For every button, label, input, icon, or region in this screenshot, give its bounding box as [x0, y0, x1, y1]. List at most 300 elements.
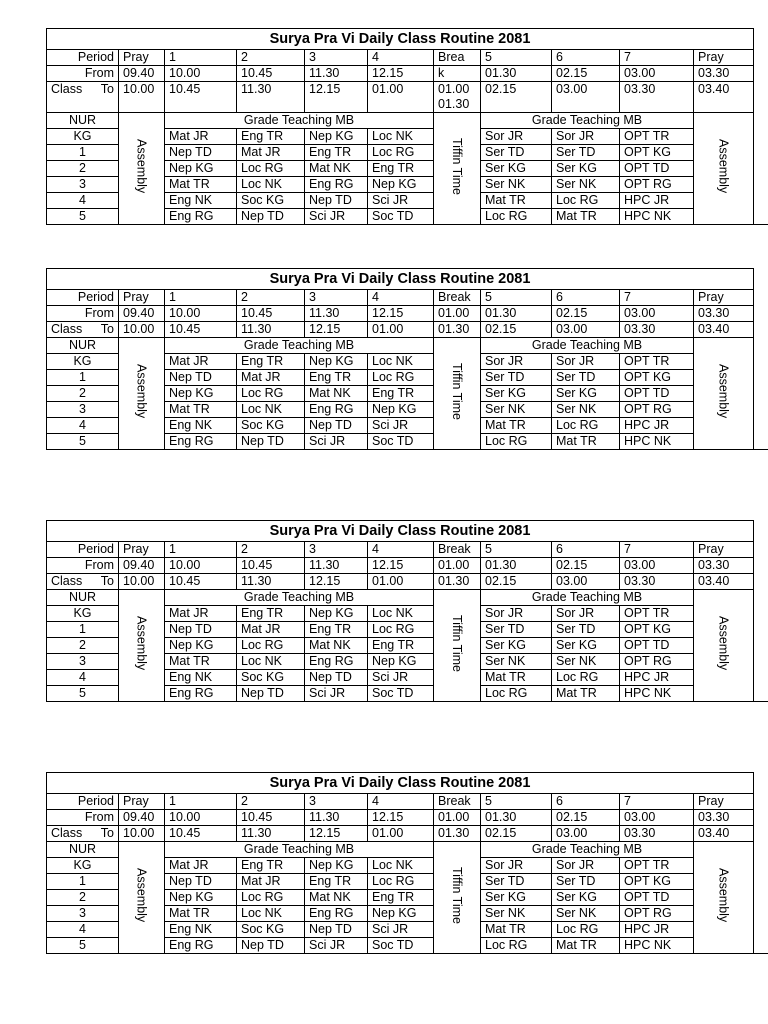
subject-cell: OPT KG	[620, 145, 694, 161]
pray-from-time: 03.30	[694, 810, 754, 826]
subject-cell: Eng TR	[237, 858, 305, 874]
assembly-cell	[694, 590, 754, 702]
class-name: 5	[47, 938, 119, 954]
subject-cell: Ser TD	[552, 370, 620, 386]
subject-cell: Loc RG	[237, 890, 305, 906]
subject-cell: HPC JR	[620, 193, 694, 209]
subject-cell: Ser KG	[552, 890, 620, 906]
subject-cell: Sci JR	[368, 418, 434, 434]
subject-cell: OPT TD	[620, 161, 694, 177]
class-name: 3	[47, 177, 119, 193]
subject-cell: Mat JR	[165, 606, 237, 622]
subject-cell: Ser NK	[481, 654, 552, 670]
subject-cell: Loc RG	[481, 938, 552, 954]
class-label: Class	[51, 322, 83, 336]
subject-cell: OPT TR	[620, 129, 694, 145]
subject-cell: Loc NK	[237, 177, 305, 193]
subject-cell: Eng NK	[165, 193, 237, 209]
subject-cell: Soc TD	[368, 686, 434, 702]
subject-cell: Eng NK	[165, 418, 237, 434]
from-time: 10.45	[237, 810, 305, 826]
subject-cell: Mat TR	[165, 654, 237, 670]
subject-cell: Ser NK	[481, 906, 552, 922]
class-name: 1	[47, 145, 119, 161]
subject-cell: Nep KG	[165, 890, 237, 906]
to-time: 12.15	[305, 322, 368, 338]
class-name: 3	[47, 402, 119, 418]
pray-to-time: 03.40	[694, 574, 754, 590]
from-time: 02.15	[552, 66, 620, 82]
subject-cell: Mat TR	[481, 922, 552, 938]
break-to-time: 01.30	[434, 826, 481, 842]
subject-cell: Eng RG	[165, 686, 237, 702]
break-from-time: k	[434, 66, 481, 82]
to-time: 03.30	[620, 82, 694, 113]
from-label: From	[47, 810, 119, 826]
period-number: 4	[368, 290, 434, 306]
subject-cell: Loc NK	[368, 858, 434, 874]
subject-cell: Ser KG	[481, 890, 552, 906]
class-name: NUR	[47, 590, 119, 606]
subject-cell: Ser TD	[552, 622, 620, 638]
break-from-time: 01.00	[434, 558, 481, 574]
from-time: 03.00	[620, 810, 694, 826]
subject-cell: Sor JR	[552, 129, 620, 145]
subject-cell: Ser KG	[552, 161, 620, 177]
routine-title: Surya Pra Vi Daily Class Routine 2081	[47, 773, 754, 794]
break-label: Break	[434, 542, 481, 558]
to-time: 02.15	[481, 322, 552, 338]
subject-cell: Ser TD	[481, 622, 552, 638]
subject-cell: Loc NK	[237, 906, 305, 922]
subject-cell: Eng RG	[305, 177, 368, 193]
subject-cell: OPT TD	[620, 890, 694, 906]
to-label: To	[100, 82, 114, 96]
pray-from-time: 09.40	[119, 66, 165, 82]
pray-from-time: 03.30	[694, 558, 754, 574]
subject-cell: OPT RG	[620, 402, 694, 418]
class-routine-table	[46, 268, 754, 450]
subject-cell: Eng TR	[368, 890, 434, 906]
subject-cell: Eng TR	[305, 145, 368, 161]
subject-cell: Nep TD	[237, 209, 305, 225]
subject-cell: OPT TD	[620, 386, 694, 402]
subject-cell: Nep TD	[165, 145, 237, 161]
subject-cell: Loc RG	[481, 209, 552, 225]
class-name: 3	[47, 906, 119, 922]
subject-cell: Nep KG	[165, 161, 237, 177]
subject-cell: Loc RG	[368, 370, 434, 386]
subject-cell: Nep KG	[305, 354, 368, 370]
period-number: 3	[305, 542, 368, 558]
subject-cell: Nep KG	[368, 654, 434, 670]
break-label: Break	[434, 290, 481, 306]
bottom-line	[738, 701, 768, 702]
class-name: 5	[47, 209, 119, 225]
class-name: 2	[47, 890, 119, 906]
assembly-text: Assembly	[716, 139, 731, 194]
subject-cell: OPT RG	[620, 177, 694, 193]
grade-teaching-label: Grade Teaching MB	[165, 842, 434, 858]
subject-cell: Sci JR	[368, 922, 434, 938]
subject-cell: Mat JR	[237, 874, 305, 890]
subject-cell: HPC JR	[620, 670, 694, 686]
pray-to-time: 03.40	[694, 826, 754, 842]
break-label: Brea	[434, 50, 481, 66]
grade-teaching-label: Grade Teaching MB	[165, 113, 434, 129]
subject-cell: Ser KG	[552, 638, 620, 654]
subject-cell: HPC NK	[620, 434, 694, 450]
to-time: 12.15	[305, 574, 368, 590]
subject-cell: Eng TR	[368, 638, 434, 654]
pray-from-time: 09.40	[119, 558, 165, 574]
subject-cell: Nep TD	[237, 434, 305, 450]
class-name: NUR	[47, 338, 119, 354]
subject-cell: Mat JR	[165, 129, 237, 145]
period-number: 6	[552, 542, 620, 558]
period-label: Period	[47, 50, 119, 66]
from-time: 12.15	[368, 66, 434, 82]
subject-cell: Ser TD	[481, 370, 552, 386]
subject-cell: Mat TR	[165, 906, 237, 922]
subject-cell: Nep TD	[237, 938, 305, 954]
subject-cell: Ser KG	[552, 386, 620, 402]
to-label: To	[100, 574, 114, 588]
period-number: 7	[620, 542, 694, 558]
pray-to-time: 10.00	[119, 322, 165, 338]
subject-cell: Soc TD	[368, 209, 434, 225]
subject-cell: Loc RG	[237, 638, 305, 654]
subject-cell: OPT RG	[620, 906, 694, 922]
pray-label: Pray	[694, 542, 754, 558]
routine-table-2	[46, 268, 754, 450]
subject-cell: Mat JR	[165, 858, 237, 874]
routine-table-1	[46, 28, 754, 225]
assembly-text: Assembly	[716, 616, 731, 671]
subject-cell: Nep KG	[368, 402, 434, 418]
subject-cell: Eng RG	[305, 654, 368, 670]
class-name: NUR	[47, 842, 119, 858]
pray-label: Pray	[119, 794, 165, 810]
subject-cell: Soc KG	[237, 922, 305, 938]
subject-cell: Loc NK	[237, 402, 305, 418]
from-time: 01.30	[481, 66, 552, 82]
subject-cell: Ser NK	[481, 177, 552, 193]
class-name: 3	[47, 654, 119, 670]
subject-cell: Mat TR	[165, 177, 237, 193]
subject-cell: Sor JR	[481, 354, 552, 370]
break-from-time: 01.00	[434, 810, 481, 826]
pray-label: Pray	[119, 542, 165, 558]
subject-cell: OPT TR	[620, 858, 694, 874]
class-name: 4	[47, 418, 119, 434]
subject-cell: Eng TR	[368, 386, 434, 402]
pray-label: Pray	[694, 794, 754, 810]
subject-cell: Loc NK	[368, 354, 434, 370]
period-number: 2	[237, 290, 305, 306]
routine-title: Surya Pra Vi Daily Class Routine 2081	[47, 269, 754, 290]
period-number: 6	[552, 50, 620, 66]
subject-cell: Eng NK	[165, 670, 237, 686]
subject-cell: Nep KG	[165, 638, 237, 654]
to-time: 02.15	[481, 574, 552, 590]
pray-from-time: 09.40	[119, 306, 165, 322]
pray-from-time: 03.30	[694, 66, 754, 82]
period-number: 2	[237, 794, 305, 810]
period-number: 7	[620, 794, 694, 810]
to-time: 03.30	[620, 322, 694, 338]
class-to-label	[47, 826, 119, 842]
routine-table-4	[46, 772, 754, 954]
class-name: KG	[47, 858, 119, 874]
assembly-text: Assembly	[134, 616, 149, 671]
class-routine-table	[46, 28, 754, 225]
subject-cell: Mat JR	[237, 370, 305, 386]
from-time: 10.45	[237, 66, 305, 82]
subject-cell: Loc RG	[481, 434, 552, 450]
to-time: 10.45	[165, 322, 237, 338]
subject-cell: Eng RG	[305, 906, 368, 922]
subject-cell: Sor JR	[481, 606, 552, 622]
subject-cell: OPT RG	[620, 654, 694, 670]
break-from-time: 01.00	[438, 82, 470, 96]
class-name: 4	[47, 193, 119, 209]
subject-cell: Mat NK	[305, 890, 368, 906]
pray-label: Pray	[119, 290, 165, 306]
tiffin-cell	[434, 338, 481, 450]
tiffin-cell	[434, 590, 481, 702]
subject-cell: Sci JR	[368, 193, 434, 209]
subject-cell: Eng TR	[237, 606, 305, 622]
from-time: 03.00	[620, 306, 694, 322]
subject-cell: Ser TD	[552, 145, 620, 161]
period-number: 1	[165, 794, 237, 810]
from-time: 02.15	[552, 558, 620, 574]
period-number: 6	[552, 794, 620, 810]
from-time: 10.00	[165, 558, 237, 574]
subject-cell: Mat TR	[481, 418, 552, 434]
subject-cell: Mat JR	[237, 622, 305, 638]
period-label: Period	[47, 290, 119, 306]
to-time: 03.00	[552, 322, 620, 338]
subject-cell: Loc RG	[368, 874, 434, 890]
subject-cell: Soc KG	[237, 670, 305, 686]
bottom-line	[738, 224, 768, 225]
subject-cell: Ser NK	[552, 654, 620, 670]
subject-cell: Eng RG	[305, 402, 368, 418]
subject-cell: Loc RG	[481, 686, 552, 702]
assembly-text: Assembly	[134, 139, 149, 194]
from-time: 02.15	[552, 810, 620, 826]
class-to-label	[47, 82, 119, 113]
from-time: 12.15	[368, 306, 434, 322]
subject-cell: Mat JR	[237, 145, 305, 161]
subject-cell: Nep TD	[305, 418, 368, 434]
subject-cell: Mat TR	[481, 193, 552, 209]
subject-cell: Ser NK	[552, 906, 620, 922]
to-time: 11.30	[237, 82, 305, 113]
subject-cell: Ser NK	[552, 177, 620, 193]
class-name: 4	[47, 922, 119, 938]
subject-cell: Soc TD	[368, 938, 434, 954]
tiffin-text: Tiffin Time	[450, 363, 464, 420]
assembly-cell	[119, 590, 165, 702]
from-time: 10.00	[165, 810, 237, 826]
tiffin-cell	[434, 842, 481, 954]
to-time: 01.00	[368, 322, 434, 338]
to-label: To	[100, 826, 114, 840]
class-to-label	[47, 574, 119, 590]
from-label: From	[47, 66, 119, 82]
class-name: 1	[47, 874, 119, 890]
class-name: NUR	[47, 113, 119, 129]
subject-cell: Mat TR	[481, 670, 552, 686]
assembly-cell	[694, 842, 754, 954]
subject-cell: Ser KG	[481, 386, 552, 402]
to-time: 02.15	[481, 82, 552, 113]
pray-from-time: 09.40	[119, 810, 165, 826]
bottom-line	[738, 449, 768, 450]
assembly-cell	[119, 842, 165, 954]
subject-cell: Mat TR	[165, 402, 237, 418]
from-time: 12.15	[368, 558, 434, 574]
subject-cell: OPT KG	[620, 370, 694, 386]
pray-to-time: 10.00	[119, 826, 165, 842]
class-label: Class	[51, 574, 83, 588]
pray-to-time: 03.40	[694, 322, 754, 338]
subject-cell: Sor JR	[481, 858, 552, 874]
class-to-label	[47, 322, 119, 338]
subject-cell: Eng RG	[165, 209, 237, 225]
subject-cell: Ser NK	[481, 402, 552, 418]
class-name: 2	[47, 161, 119, 177]
grade-teaching-label: Grade Teaching MB	[165, 338, 434, 354]
subject-cell: Soc KG	[237, 418, 305, 434]
class-routine-table	[46, 520, 754, 702]
subject-cell: HPC NK	[620, 686, 694, 702]
pray-label: Pray	[119, 50, 165, 66]
from-label: From	[47, 558, 119, 574]
subject-cell: Mat TR	[552, 686, 620, 702]
subject-cell: HPC JR	[620, 922, 694, 938]
to-time: 02.15	[481, 826, 552, 842]
subject-cell: Sci JR	[305, 938, 368, 954]
period-number: 3	[305, 794, 368, 810]
subject-cell: Nep KG	[305, 129, 368, 145]
subject-cell: Nep TD	[165, 622, 237, 638]
subject-cell: Loc NK	[237, 654, 305, 670]
subject-cell: OPT TD	[620, 638, 694, 654]
grade-teaching-label: Grade Teaching MB	[481, 113, 694, 129]
period-number: 4	[368, 50, 434, 66]
to-time: 03.30	[620, 574, 694, 590]
to-label: To	[100, 322, 114, 336]
subject-cell: Nep TD	[305, 193, 368, 209]
subject-cell: Nep TD	[305, 670, 368, 686]
from-time: 01.30	[481, 306, 552, 322]
subject-cell: Loc RG	[237, 161, 305, 177]
period-label: Period	[47, 542, 119, 558]
routine-title: Surya Pra Vi Daily Class Routine 2081	[47, 29, 754, 50]
to-time: 01.00	[368, 574, 434, 590]
to-time: 11.30	[237, 826, 305, 842]
from-time: 10.00	[165, 306, 237, 322]
to-time: 10.45	[165, 826, 237, 842]
tiffin-cell	[434, 113, 481, 225]
break-label: Break	[434, 794, 481, 810]
subject-cell: HPC JR	[620, 418, 694, 434]
grade-teaching-label: Grade Teaching MB	[481, 338, 694, 354]
tiffin-text: Tiffin Time	[450, 867, 464, 924]
assembly-text: Assembly	[716, 364, 731, 419]
from-time: 10.45	[237, 306, 305, 322]
subject-cell: HPC NK	[620, 209, 694, 225]
period-number: 7	[620, 50, 694, 66]
routine-title: Surya Pra Vi Daily Class Routine 2081	[47, 521, 754, 542]
subject-cell: Mat TR	[552, 938, 620, 954]
grade-teaching-label: Grade Teaching MB	[165, 590, 434, 606]
class-routine-table	[46, 772, 754, 954]
subject-cell: Nep KG	[305, 606, 368, 622]
class-label: Class	[51, 826, 83, 840]
subject-cell: Mat JR	[165, 354, 237, 370]
pray-to-time: 10.00	[119, 574, 165, 590]
period-number: 5	[481, 794, 552, 810]
from-label: From	[47, 306, 119, 322]
period-number: 7	[620, 290, 694, 306]
assembly-cell	[694, 338, 754, 450]
assembly-text: Assembly	[134, 364, 149, 419]
assembly-cell	[694, 113, 754, 225]
period-number: 5	[481, 290, 552, 306]
from-time: 10.45	[237, 558, 305, 574]
from-time: 01.30	[481, 810, 552, 826]
subject-cell: Nep TD	[237, 686, 305, 702]
pray-to-time: 10.00	[119, 82, 165, 113]
subject-cell: Sor JR	[552, 606, 620, 622]
period-number: 1	[165, 542, 237, 558]
from-time: 11.30	[305, 306, 368, 322]
to-time: 03.00	[552, 82, 620, 113]
from-time: 03.00	[620, 558, 694, 574]
class-name: 5	[47, 434, 119, 450]
grade-teaching-label: Grade Teaching MB	[481, 590, 694, 606]
subject-cell: Sci JR	[305, 434, 368, 450]
period-number: 4	[368, 794, 434, 810]
subject-cell: Loc RG	[552, 922, 620, 938]
to-time: 03.30	[620, 826, 694, 842]
subject-cell: Ser NK	[552, 402, 620, 418]
subject-cell: Eng NK	[165, 922, 237, 938]
tiffin-text: Tiffin Time	[450, 138, 464, 195]
subject-cell: Nep TD	[305, 922, 368, 938]
assembly-text: Assembly	[134, 868, 149, 923]
to-time: 03.00	[552, 826, 620, 842]
from-time: 10.00	[165, 66, 237, 82]
class-label: Class	[51, 82, 83, 96]
class-name: 1	[47, 622, 119, 638]
period-number: 2	[237, 542, 305, 558]
subject-cell: Sor JR	[552, 858, 620, 874]
subject-cell: OPT TR	[620, 606, 694, 622]
to-time: 12.15	[305, 826, 368, 842]
subject-cell: Sor JR	[481, 129, 552, 145]
period-label: Period	[47, 794, 119, 810]
from-time: 11.30	[305, 558, 368, 574]
from-time: 01.30	[481, 558, 552, 574]
subject-cell: OPT KG	[620, 874, 694, 890]
to-time: 12.15	[305, 82, 368, 113]
